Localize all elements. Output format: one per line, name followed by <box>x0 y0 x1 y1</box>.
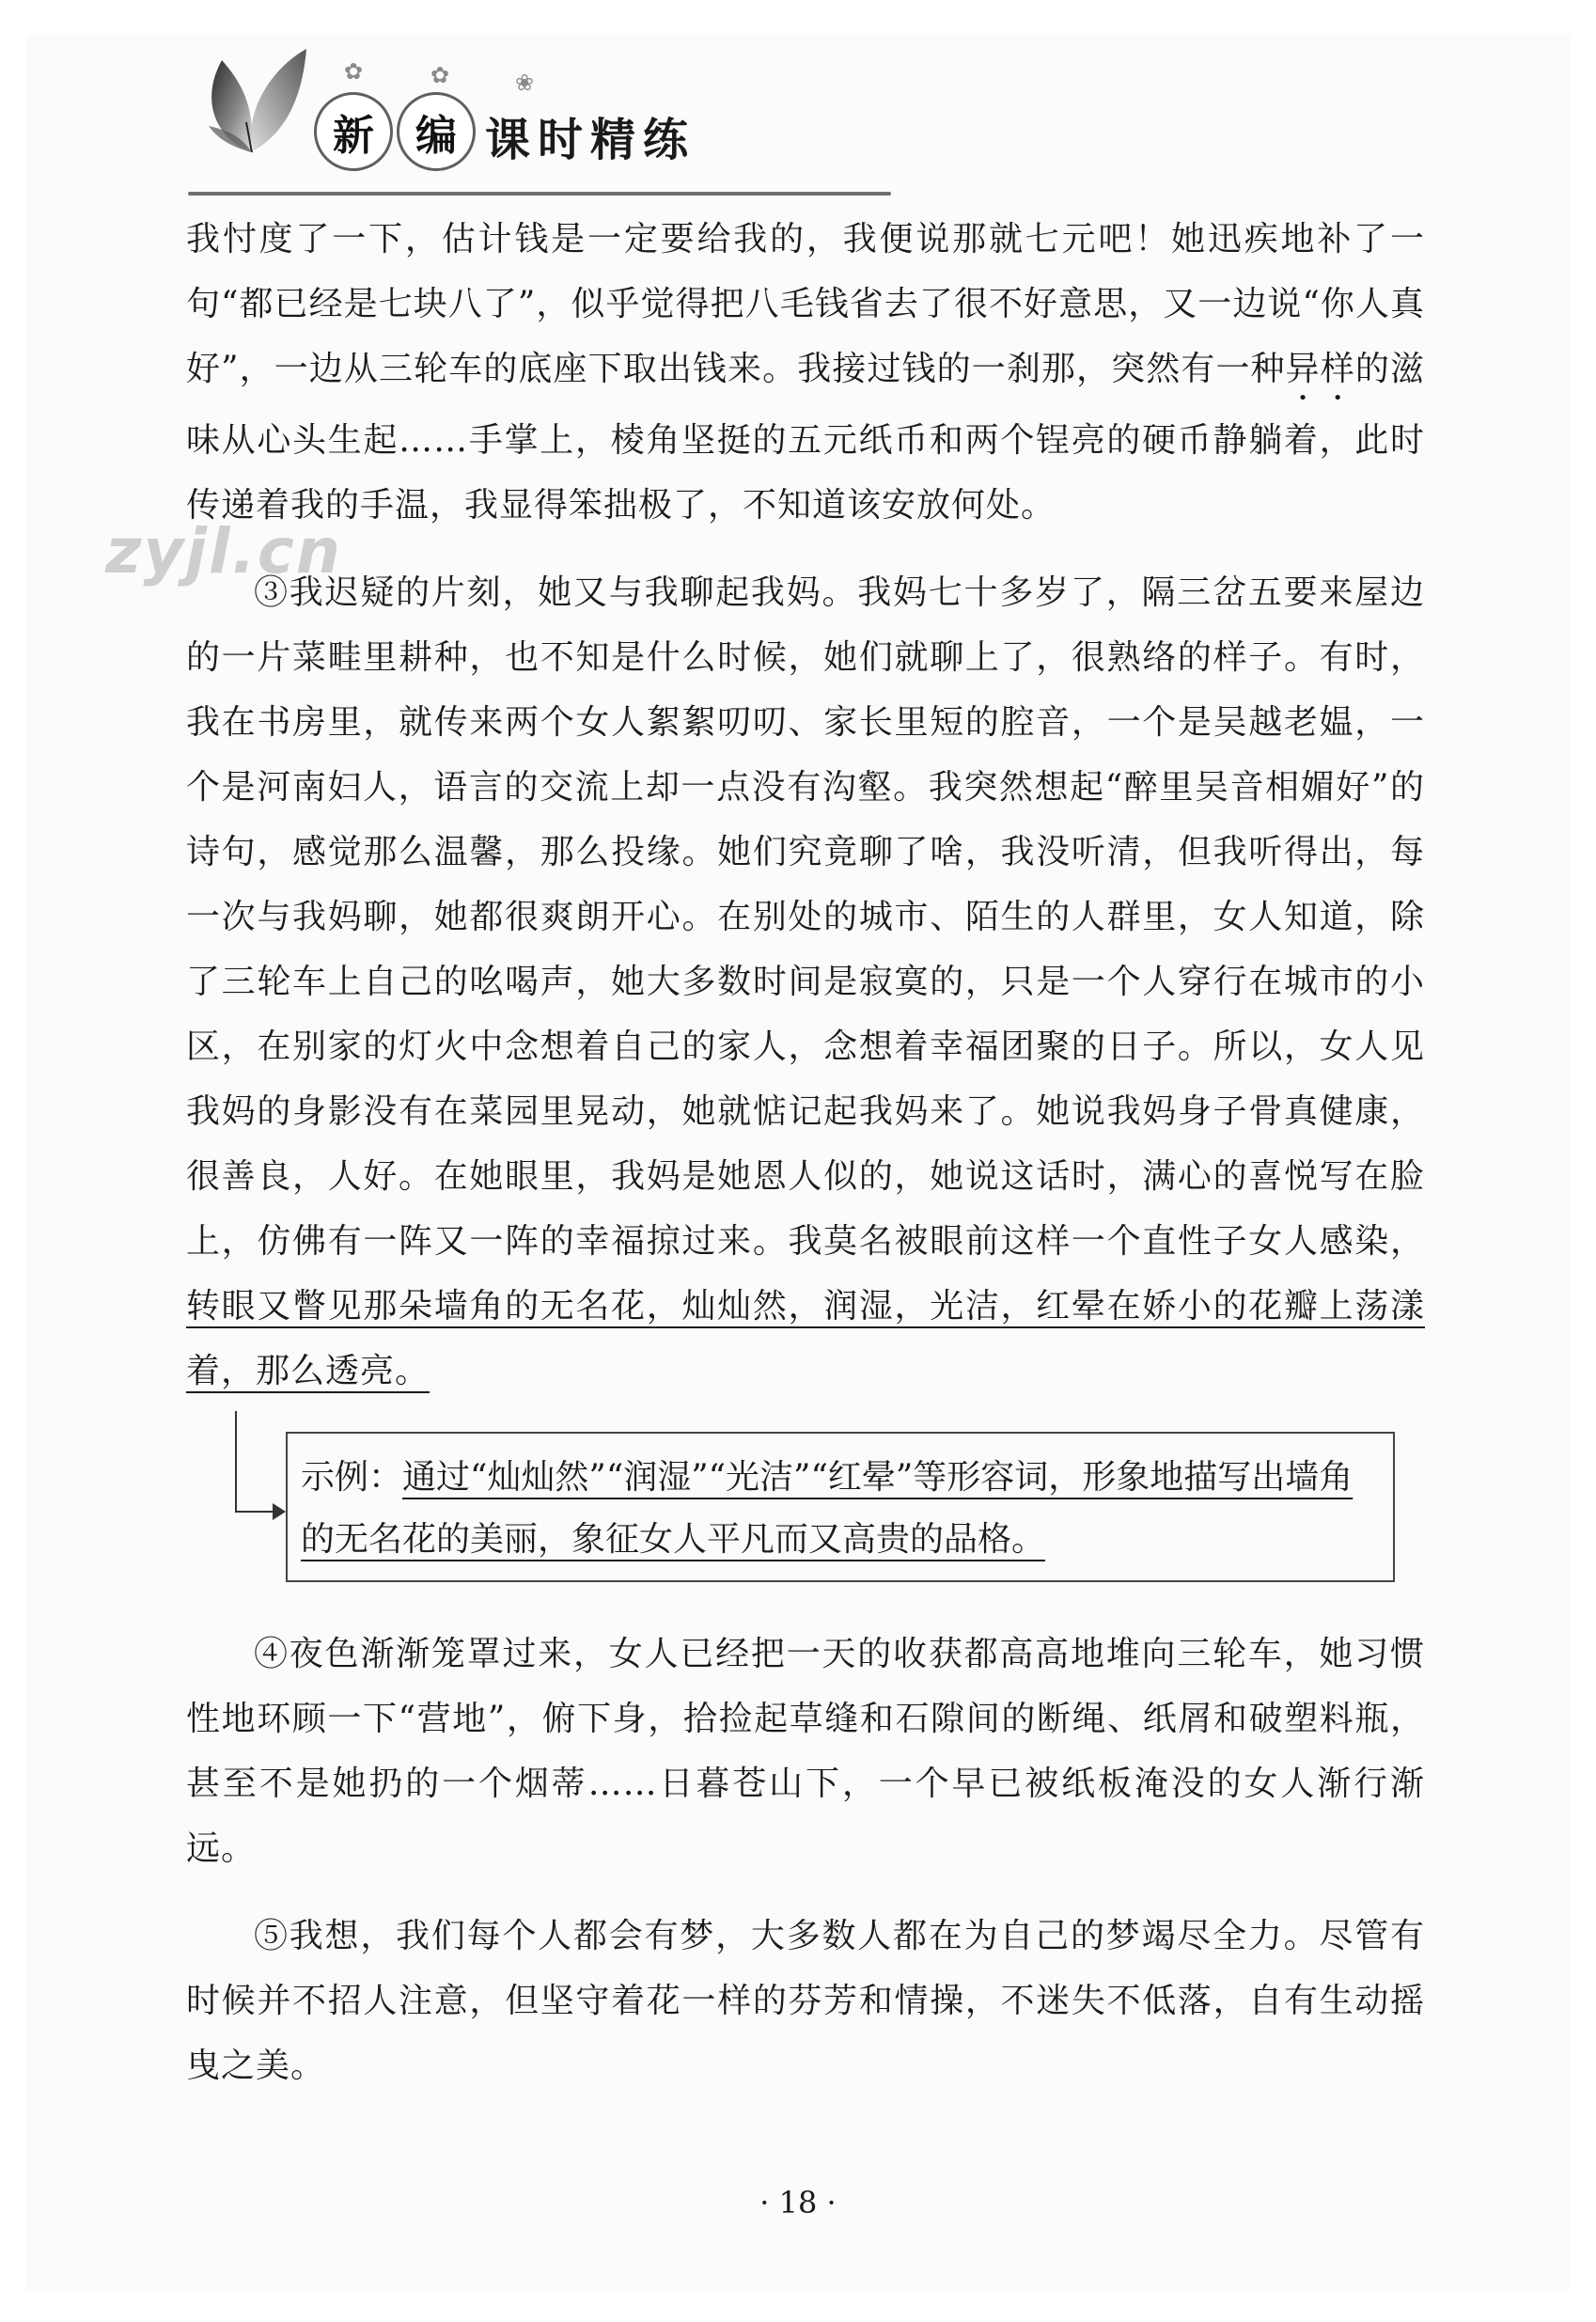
paragraph-5: ⑤我想，我们每个人都会有梦，大多数人都在为自己的梦竭尽全力。尽管有时候并不招人注意，但坚守着花一样的芬芳和情操，不迷失不低落，自有生动摇曳之美。 <box>186 1917 1425 2085</box>
series-badge-1: 新 <box>314 92 393 171</box>
annotation-text: 通过“灿灿然”“润湿”“光洁”“红晕”等形容词，形象地描写出墙角的无名花的美丽，象征女人平凡而又高贵的品格。 <box>301 1458 1353 1559</box>
callout-line <box>235 1411 237 1513</box>
passage <box>186 207 1425 2098</box>
emphasized-phrase: 异样 <box>1285 350 1355 388</box>
paragraph-4: ④夜色渐渐笼罩过来，女人已经把一天的收获都高高地堆向三轮车，她习惯性地环顾一下“营地”，俯下身，拾捡起草缝和石隙间的断绳、纸屑和破塑料瓶，甚至不是她扔的一个烟蒂……日暮苍山下，一个早已被纸板淹没的女人渐行渐远。 <box>186 1635 1425 1868</box>
header-rule <box>188 192 891 196</box>
watermark: zyjl.cn <box>105 515 342 588</box>
annotation-label: 示例： <box>301 1458 403 1497</box>
text-run: 我忖度了一下，估计钱是一定要给我的，我便说那就七元吧！她迅疾地补了一句“都已经是七块八了”，似乎觉得把八毛钱省去了很不好意思，又一边说“你人真好”，一边从三轮车的底座下取出钱来。我接过钱的一刹那，突然有一种 <box>186 220 1425 388</box>
series-title: 课时精练 <box>485 114 696 166</box>
arrow-right-icon <box>273 1503 286 1520</box>
text-run: 的滋味从心头生起……手掌上，棱角坚挺的五元纸币和两个锃亮的硬币静躺着，此时传递着我的手温，我显得笨拙极了，不知道该安放何处。 <box>186 350 1425 525</box>
underlined-sentence: 转眼又瞥见那朵墙角的无名花，灿灿然，润湿，光洁，红晕在娇小的花瓣上荡漾着，那么透亮。 <box>186 1287 1425 1390</box>
sparkle-icon: ❀ <box>515 70 535 96</box>
page-number: · 18 · <box>759 2185 837 2220</box>
sparkle-icon: ✿ <box>430 62 450 88</box>
series-badge-2: 编 <box>397 92 476 171</box>
butterfly-icon <box>184 41 325 164</box>
annotation-callout <box>186 1411 1425 1599</box>
paragraph-2-continued <box>186 207 1425 538</box>
text-run: ③我迟疑的片刻，她又与我聊起我妈。我妈七十多岁了，隔三岔五要来屋边的一片菜畦里耕种，也不知是什么时候，她们就聊上了，很熟络的样子。有时，我在书房里，就传来两个女人絮絮叨叨、家长里短的腔音，一个是吴越老媪，一个是河南妇人，语言的交流上却一点没有沟壑。我突然想起“醉里吴音相媚好”的诗句，感觉那么温馨，那么投缘。她们究竟聊了啥，我没听清，但我听得出，每一次与我妈聊，她都很爽朗开心。在别处的城市、陌生的人群里，女人知道，除了三轮车上自己的吆喝声，她大多数时间是寂寞的，只是一个人穿行在城市的小区，在别家的灯火中念想着自己的家人，念想着幸福团聚的日子。所以，女人见我妈的身影没有在菜园里晃动，她就惦记起我妈来了。她说我妈身子骨真健康，很善良，人好。在她眼里，我妈是她恩人似的，她说这话时，满心的喜悦写在脸上，仿佛有一阵又一阵的幸福掠过来。我莫名被眼前这样一个直性子女人感染， <box>186 573 1425 1261</box>
sparkle-icon: ✿ <box>344 58 364 85</box>
callout-line <box>235 1511 276 1513</box>
annotation-box <box>286 1432 1395 1582</box>
series-header <box>184 41 711 164</box>
paragraph-3 <box>186 560 1425 1404</box>
